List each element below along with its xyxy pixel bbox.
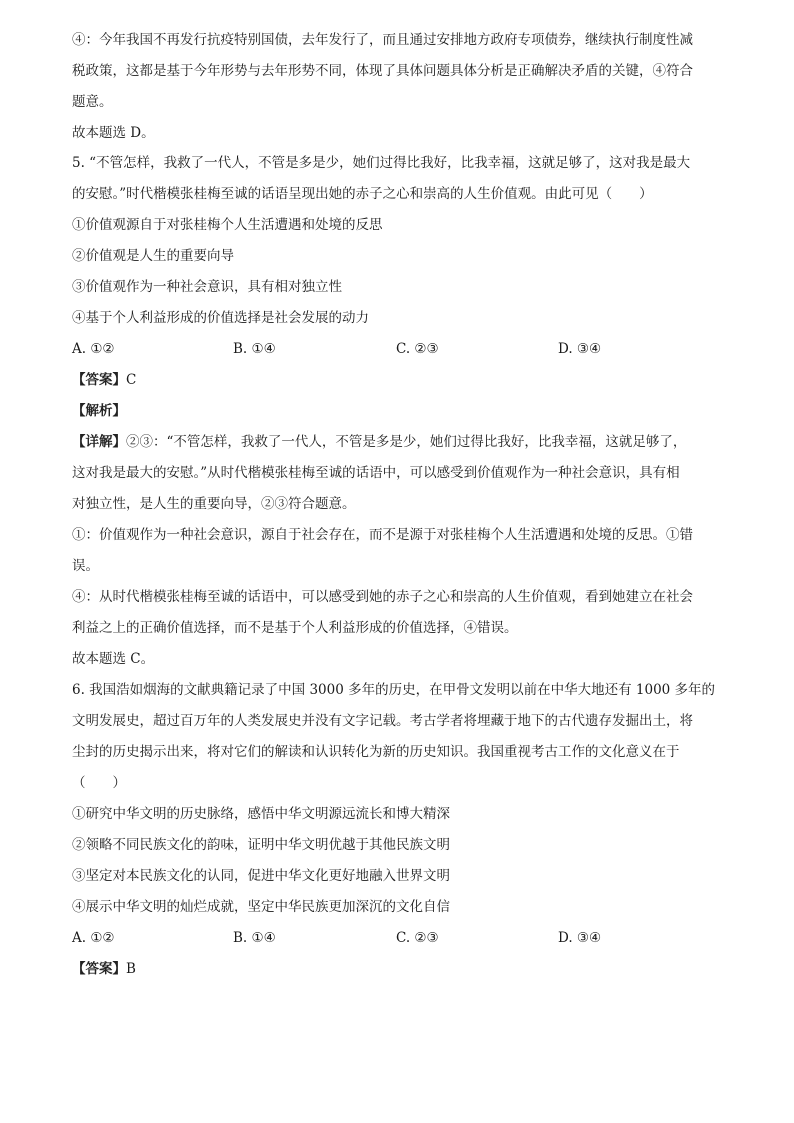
q6-stem-line-2: 文明发展史，超过百万年的人类发展史并没有文字记载。考古学者将埋藏于地下的古代遗存发掘出土，将 [72, 713, 693, 729]
q5-statement-4: ④基于个人利益形成的价值选择是社会发展的动力 [72, 310, 369, 326]
q6-statement-3: ③坚定对本民族文化的认同，促进中华文化更好地融入世界文明 [72, 868, 450, 884]
q5-stem-line-1: 5. “不管怎样，我救了一代人，不管是多是少，她们过得比我好，比我幸福，这就足够了，这对我是最大 [72, 155, 691, 171]
q5-answer-label: 【答案】 [72, 372, 126, 388]
q5-detail-line-7: 利益之上的正确价值选择，而不是基于个人利益形成的价值选择，④错误。 [72, 620, 518, 636]
q5-option-d: D. ③④ [558, 341, 602, 357]
q5-detail-line-5: 误。 [72, 558, 99, 574]
q5-detail-line-6: ④：从时代楷模张桂梅至诚的话语中，可以感受到她的赤子之心和崇高的人生价值观，看到她建立在社会 [72, 589, 693, 605]
q5-stem-line-2: 的安慰。”时代楷模张桂梅至诚的话语呈现出她的赤子之心和崇高的人生价值观。由此可见（ ） [72, 186, 653, 202]
q6-statement-1: ①研究中华文明的历史脉络，感悟中华文明源远流长和博大精深 [72, 806, 450, 822]
q5-option-b: B. ①④ [233, 341, 276, 357]
q6-stem-line-3: 尘封的历史揭示出来，将对它们的解读和认识转化为新的历史知识。我国重视考古工作的文化意义在于 [72, 744, 680, 760]
q6-answer-label: 【答案】 [72, 961, 126, 977]
q5-statement-1: ①价值观源自于对张桂梅个人生活遭遇和处境的反思 [72, 217, 383, 233]
q5-detail-text-1: ②③：“不管怎样，我救了一代人，不管是多是少，她们过得比我好，比我幸福，这就足够了， [126, 434, 687, 450]
q6-option-a: A. ①② [72, 930, 115, 946]
q6-statement-2: ②领略不同民族文化的韵味，证明中华文明优越于其他民族文明 [72, 837, 450, 853]
q6-option-d: D. ③④ [558, 930, 602, 946]
q5-detail-line-4: ①：价值观作为一种社会意识，源自于社会存在，而不是源于对张桂梅个人生活遭遇和处境的反思。①错 [72, 527, 693, 543]
q6-option-b: B. ①④ [233, 930, 276, 946]
q5-detail-line-2: 这对我是最大的安慰。”从时代楷模张桂梅至诚的话语中，可以感受到价值观作为一种社会意识，具有相 [72, 465, 680, 481]
q6-stem-line-4: （ ） [72, 775, 126, 791]
q6-options [72, 928, 732, 948]
q4-analysis-line-1: ④：今年我国不再发行抗疫特别国债，去年发行了，而且通过安排地方政府专项债券，继续执行制度性减 [72, 32, 693, 48]
q6-stem-line-1: 6. 我国浩如烟海的文献典籍记录了中国 3000 多年的历史，在甲骨文发明以前在中华大地还有 1000 多年的 [72, 682, 716, 698]
q5-analysis-label [72, 401, 732, 421]
q5-options [72, 339, 732, 359]
q4-conclusion: 故本题选 D。 [72, 125, 155, 141]
q5-detail-line-3: 对独立性，是人生的重要向导，②③符合题意。 [72, 496, 356, 512]
q5-detail-line-1 [72, 432, 732, 452]
q5-option-a: A. ①② [72, 341, 115, 357]
q5-answer-value: C [126, 372, 137, 388]
q5-statement-2: ②价值观是人生的重要向导 [72, 248, 234, 264]
q5-statement-3: ③价值观作为一种社会意识，具有相对独立性 [72, 279, 342, 295]
q6-answer-value: B [126, 961, 136, 977]
q5-answer [72, 370, 732, 390]
q6-statement-4: ④展示中华文明的灿烂成就，坚定中华民族更加深沉的文化自信 [72, 899, 450, 915]
q4-analysis-line-3: 题意。 [72, 94, 113, 110]
q4-analysis-line-2: 税政策，这都是基于今年形势与去年形势不同，体现了具体问题具体分析是正确解决矛盾的关键，④符合 [72, 63, 693, 79]
q6-option-c: C. ②③ [396, 930, 439, 946]
q5-detail-label: 【详解】 [72, 434, 126, 450]
q5-analysis-label-text: 【解析】 [72, 403, 126, 419]
q5-option-c: C. ②③ [396, 341, 439, 357]
q5-conclusion: 故本题选 C。 [72, 651, 155, 667]
q6-answer [72, 959, 732, 979]
